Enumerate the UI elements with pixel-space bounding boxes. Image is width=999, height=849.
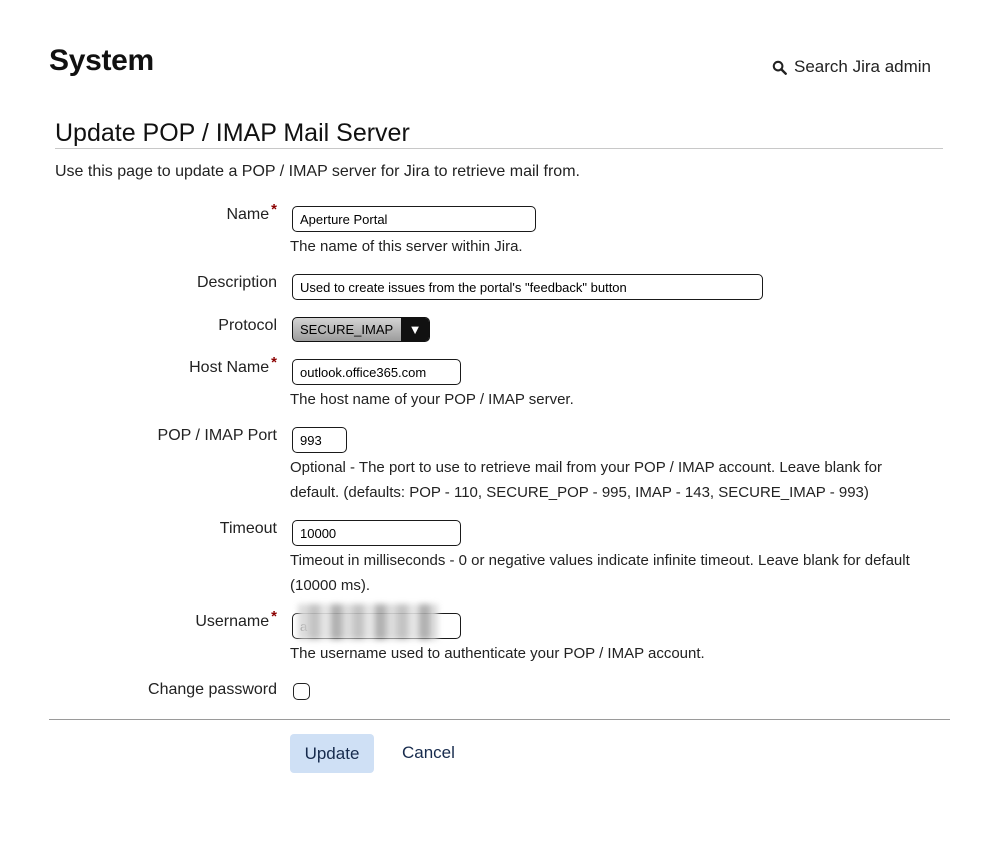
chevron-down-icon: ▼ (401, 318, 429, 341)
name-help: The name of this server within Jira. (290, 238, 523, 255)
change-password-label: Change password (148, 681, 277, 698)
name-label (226, 201, 277, 224)
timeout-help: Timeout in milliseconds - 0 or negative values indicate infinite timeout. Leave blank for default (10000 ms). (290, 552, 910, 594)
protocol-select[interactable] (292, 317, 430, 342)
protocol-label: Protocol (218, 317, 277, 334)
timeout-input[interactable] (292, 520, 461, 546)
search-label: Search Jira admin (794, 57, 932, 76)
username-label-text: Username (195, 613, 270, 630)
host-name-help: The host name of your POP / IMAP server. (290, 391, 574, 408)
change-password-checkbox[interactable] (293, 683, 310, 700)
search-icon (772, 60, 787, 75)
port-label: POP / IMAP Port (157, 427, 277, 444)
intro-text: Use this page to update a POP / IMAP server for Jira to retrieve mail from. (55, 163, 580, 180)
redacted-username-blur (298, 604, 438, 640)
port-input[interactable] (292, 427, 347, 453)
name-input[interactable] (292, 206, 536, 232)
cancel-link[interactable]: Cancel (402, 743, 455, 762)
host-name-input[interactable] (292, 359, 461, 385)
timeout-label: Timeout (219, 520, 277, 537)
port-help: Optional - The port to use to retrieve mail from your POP / IMAP account. Leave blank for default. (defaults: POP - 110, SECURE_POP - 995, IMAP - 143, SECURE_IMAP - 993) (290, 459, 882, 501)
required-marker: * (271, 201, 277, 218)
username-label (195, 608, 277, 631)
section-title: Update POP / IMAP Mail Server (55, 119, 410, 147)
host-name-label (189, 354, 277, 377)
section-divider (55, 148, 943, 149)
description-label: Description (196, 274, 277, 291)
required-marker: * (271, 354, 277, 371)
form-footer-divider (49, 719, 950, 720)
update-button[interactable]: Update (290, 734, 374, 773)
page-title: System (49, 44, 154, 77)
username-help: The username used to authenticate your POP / IMAP account. (290, 645, 705, 662)
protocol-selected-value: SECURE_IMAP (300, 322, 394, 337)
host-name-label-text: Host Name (189, 359, 270, 376)
name-label-text: Name (226, 206, 270, 223)
description-input[interactable] (292, 274, 763, 300)
required-marker: * (271, 608, 277, 625)
search-jira-admin-link[interactable] (772, 57, 931, 77)
